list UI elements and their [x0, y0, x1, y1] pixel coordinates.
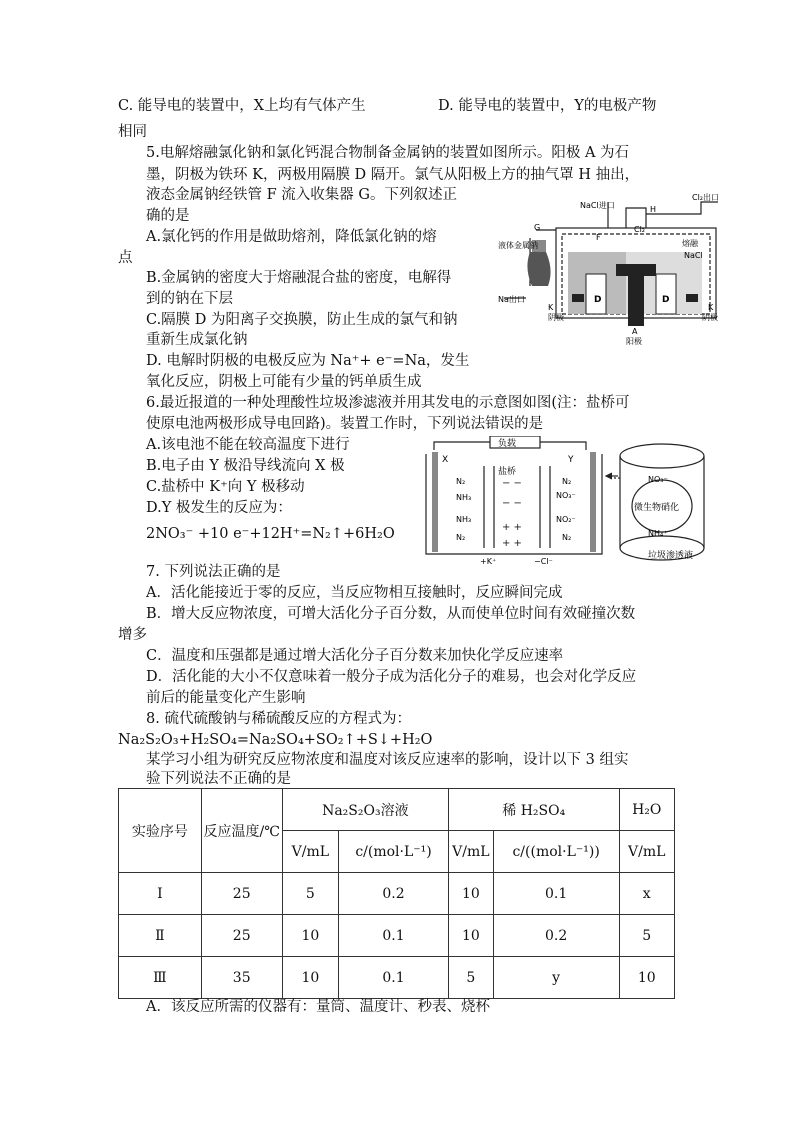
q5-stem-2: 墨，阴极为铁环 K，两极用隔膜 D 隔开。氯气从阳极上方的抽气罩 H 抽出， — [146, 167, 640, 183]
svg-text:+ +: + + — [502, 522, 522, 533]
cell: 5 — [448, 957, 493, 999]
q5-option-d-cont: 氧化反应，阴极上可能有少量的钙单质生成 — [146, 374, 422, 390]
fig2-nh3-2: NH₃ — [456, 515, 472, 524]
q5-stem-3: 液态金属钠经铁管 F 流入收集器 G。下列叙述正 — [146, 187, 457, 203]
label-k-left: K — [548, 303, 554, 312]
fig2-n2-3: N₂ — [562, 477, 572, 486]
q6-option-b: B.电子由 Y 极沿导线流向 X 极 — [146, 458, 345, 474]
cell: Ⅰ — [119, 873, 202, 915]
fig2-microbe: 微生物硝化 — [634, 503, 680, 513]
electrolysis-apparatus-figure — [496, 190, 728, 348]
fig2-no2: NO₂⁻ — [556, 515, 576, 524]
q5-option-d: D. 电解时阴极的电极反应为 Na⁺+ e⁻=Na，发生 — [146, 353, 470, 369]
fig2-x: X — [442, 455, 449, 465]
fig2-no3-2: NO₃⁻ — [648, 475, 668, 484]
table-row — [119, 873, 675, 915]
q6-option-d: D.Y 极发生的反应为： — [146, 500, 292, 516]
q5-option-b-cont: 到的钠在下层 — [146, 291, 233, 307]
cell: 10 — [448, 873, 493, 915]
th-v3: V/mL — [619, 831, 674, 873]
q8-stem-2: 某学习小组为研究反应物浓度和温度对该反应速率的影响，设计以下 3 组实 — [146, 752, 629, 768]
label-liquid-na: 液体金属钠 — [498, 241, 538, 250]
experiment-table — [118, 788, 675, 999]
label-molten-2: NaCl — [684, 251, 703, 260]
fig2-n2-1: N₂ — [456, 477, 466, 486]
fig2-salt-bridge: 盐桥 — [498, 467, 517, 477]
q6-equation: 2NO₃⁻ +10 e⁻+12H⁺=N₂↑+6H₂O — [146, 526, 395, 542]
table-row — [119, 957, 675, 999]
battery-figure — [422, 436, 712, 568]
q7-option-c: C．温度和压强都是通过增大活化分子百分数来加快化学反应速率 — [146, 648, 564, 664]
fig2-leachate: 垃圾渗透液 — [648, 551, 694, 561]
label-k-right: K — [708, 303, 714, 312]
label-d-right: D — [662, 295, 670, 305]
cell: 10 — [448, 915, 493, 957]
q7-option-b: B．增大反应物浓度，可增大活化分子百分数，从而使单位时间有效碰撞次数 — [146, 606, 636, 622]
fig2-y: Y — [568, 455, 574, 465]
q6-option-c: C.盐桥中 K⁺向 Y 极移动 — [146, 479, 305, 495]
th-na2s2o3: Na₂S₂O₃溶液 — [282, 789, 448, 831]
label-h: H — [650, 205, 657, 214]
fig2-cl: −Cl⁻ — [534, 557, 553, 566]
q4-option-d-cont: 相同 — [118, 124, 147, 140]
q7-option-d-cont: 前后的能量变化产生影响 — [146, 690, 306, 706]
fig2-load: 负载 — [498, 439, 517, 449]
label-cl2-out: Cl₂出口 — [692, 193, 720, 202]
q6-option-a: A.该电池不能在较高温度下进行 — [146, 437, 350, 453]
q5-option-b: B.金属钠的密度大于熔融混合盐的密度，电解得 — [146, 270, 452, 286]
svg-text:− −: − − — [502, 478, 522, 489]
th-h2so4: 稀 H₂SO₄ — [448, 789, 619, 831]
q6-stem-2: 使原电池两极形成导电回路)。装置工作时，下列说法错误的是 — [146, 416, 544, 432]
th-serial: 实验序号 — [119, 789, 202, 873]
cell: 5 — [619, 915, 674, 957]
label-anode: 阳极 — [626, 337, 642, 346]
label-molten-1: 熔融 — [682, 239, 698, 248]
cell: Ⅲ — [119, 957, 202, 999]
cell: 10 — [282, 915, 338, 957]
q8-stem: 8. 硫代硫酸钠与稀硫酸反应的方程式为： — [146, 711, 411, 727]
q4-option-d: D. 能导电的装置中，Y的电极产物 — [438, 98, 657, 114]
cell: 0.1 — [339, 915, 449, 957]
cell: 0.1 — [339, 957, 449, 999]
q4-option-c: C. 能导电的装置中，X上均有气体产生 — [118, 98, 366, 114]
q5-stem-4: 确的是 — [146, 208, 190, 224]
q7-option-a: A．活化能接近于零的反应，当反应物相互接触时，反应瞬间完成 — [146, 585, 563, 601]
cell: 5 — [282, 873, 338, 915]
th-h2o: H₂O — [619, 789, 674, 831]
q5-option-c-cont: 重新生成氯化钠 — [146, 332, 248, 348]
th-c1: c/(mol·L⁻¹) — [339, 831, 449, 873]
label-cathode-left: 阴极 — [548, 313, 564, 322]
fig2-nh4: NH₄⁺ — [648, 529, 668, 538]
label-g: G — [534, 223, 541, 232]
cell: y — [493, 957, 619, 999]
th-v2: V/mL — [448, 831, 493, 873]
fig2-n2-4: N₂ — [562, 533, 572, 542]
q5-option-c: C.隔膜 D 为阳离子交换膜，防止生成的氯气和钠 — [146, 312, 458, 328]
cell: Ⅱ — [119, 915, 202, 957]
q7-option-b-cont: 增多 — [118, 627, 147, 643]
svg-text:+ +: + + — [502, 538, 522, 549]
q6-stem-1: 6.最近报道的一种处理酸性垃圾渗滤液并用其发电的示意图如图(注：盐桥可 — [146, 395, 630, 411]
label-na-out: Na出口 — [498, 295, 525, 304]
q8-option-a: A．该反应所需的仪器有：量筒、温度计、秒表、烧杯 — [146, 999, 490, 1015]
cell: 25 — [201, 873, 282, 915]
cell: 35 — [201, 957, 282, 999]
cell: 10 — [619, 957, 674, 999]
q5-option-a: A.氯化钙的作用是做助熔剂，降低氯化钠的熔 — [146, 229, 437, 245]
label-d-left: D — [594, 295, 602, 305]
fig2-n2-2: N₂ — [456, 533, 466, 542]
svg-text:− −: − − — [502, 498, 522, 509]
table-row — [119, 915, 675, 957]
q5-stem-1: 5.电解熔融氯化钠和氯化钙混合物制备金属钠的装置如图所示。阳极 A 为石 — [146, 145, 630, 161]
label-nacl-in: NaCl进口 — [580, 201, 615, 210]
label-cl2: Cl₂ — [634, 225, 646, 234]
th-c2: c/((mol·L⁻¹)) — [493, 831, 619, 873]
q8-stem-3: 验下列说法不正确的是 — [146, 771, 291, 787]
cell: x — [619, 873, 674, 915]
fig2-no3-1: NO₃⁻ — [556, 491, 576, 500]
fig2-k: +K⁺ — [480, 557, 497, 566]
q7-option-d: D．活化能的大小不仅意味着一般分子成为活化分子的难易，也会对化学反应 — [146, 669, 637, 685]
cell: 0.2 — [493, 915, 619, 957]
th-temp: 反应温度/℃ — [201, 789, 282, 873]
th-v1: V/mL — [282, 831, 338, 873]
label-cathode-right: 阴极 — [702, 313, 718, 322]
q7-stem: 7. 下列说法正确的是 — [146, 564, 281, 580]
fig2-nh3-1: NH₃ — [456, 493, 472, 502]
q8-equation: Na₂S₂O₃+H₂SO₄=Na₂SO₄+SO₂↑+S↓+H₂O — [118, 732, 433, 748]
q5-option-a-cont: 点 — [118, 250, 133, 266]
label-a: A — [632, 327, 638, 336]
cell: 10 — [282, 957, 338, 999]
cell: 25 — [201, 915, 282, 957]
cell: 0.2 — [339, 873, 449, 915]
label-f: F — [596, 233, 601, 242]
cell: 0.1 — [493, 873, 619, 915]
